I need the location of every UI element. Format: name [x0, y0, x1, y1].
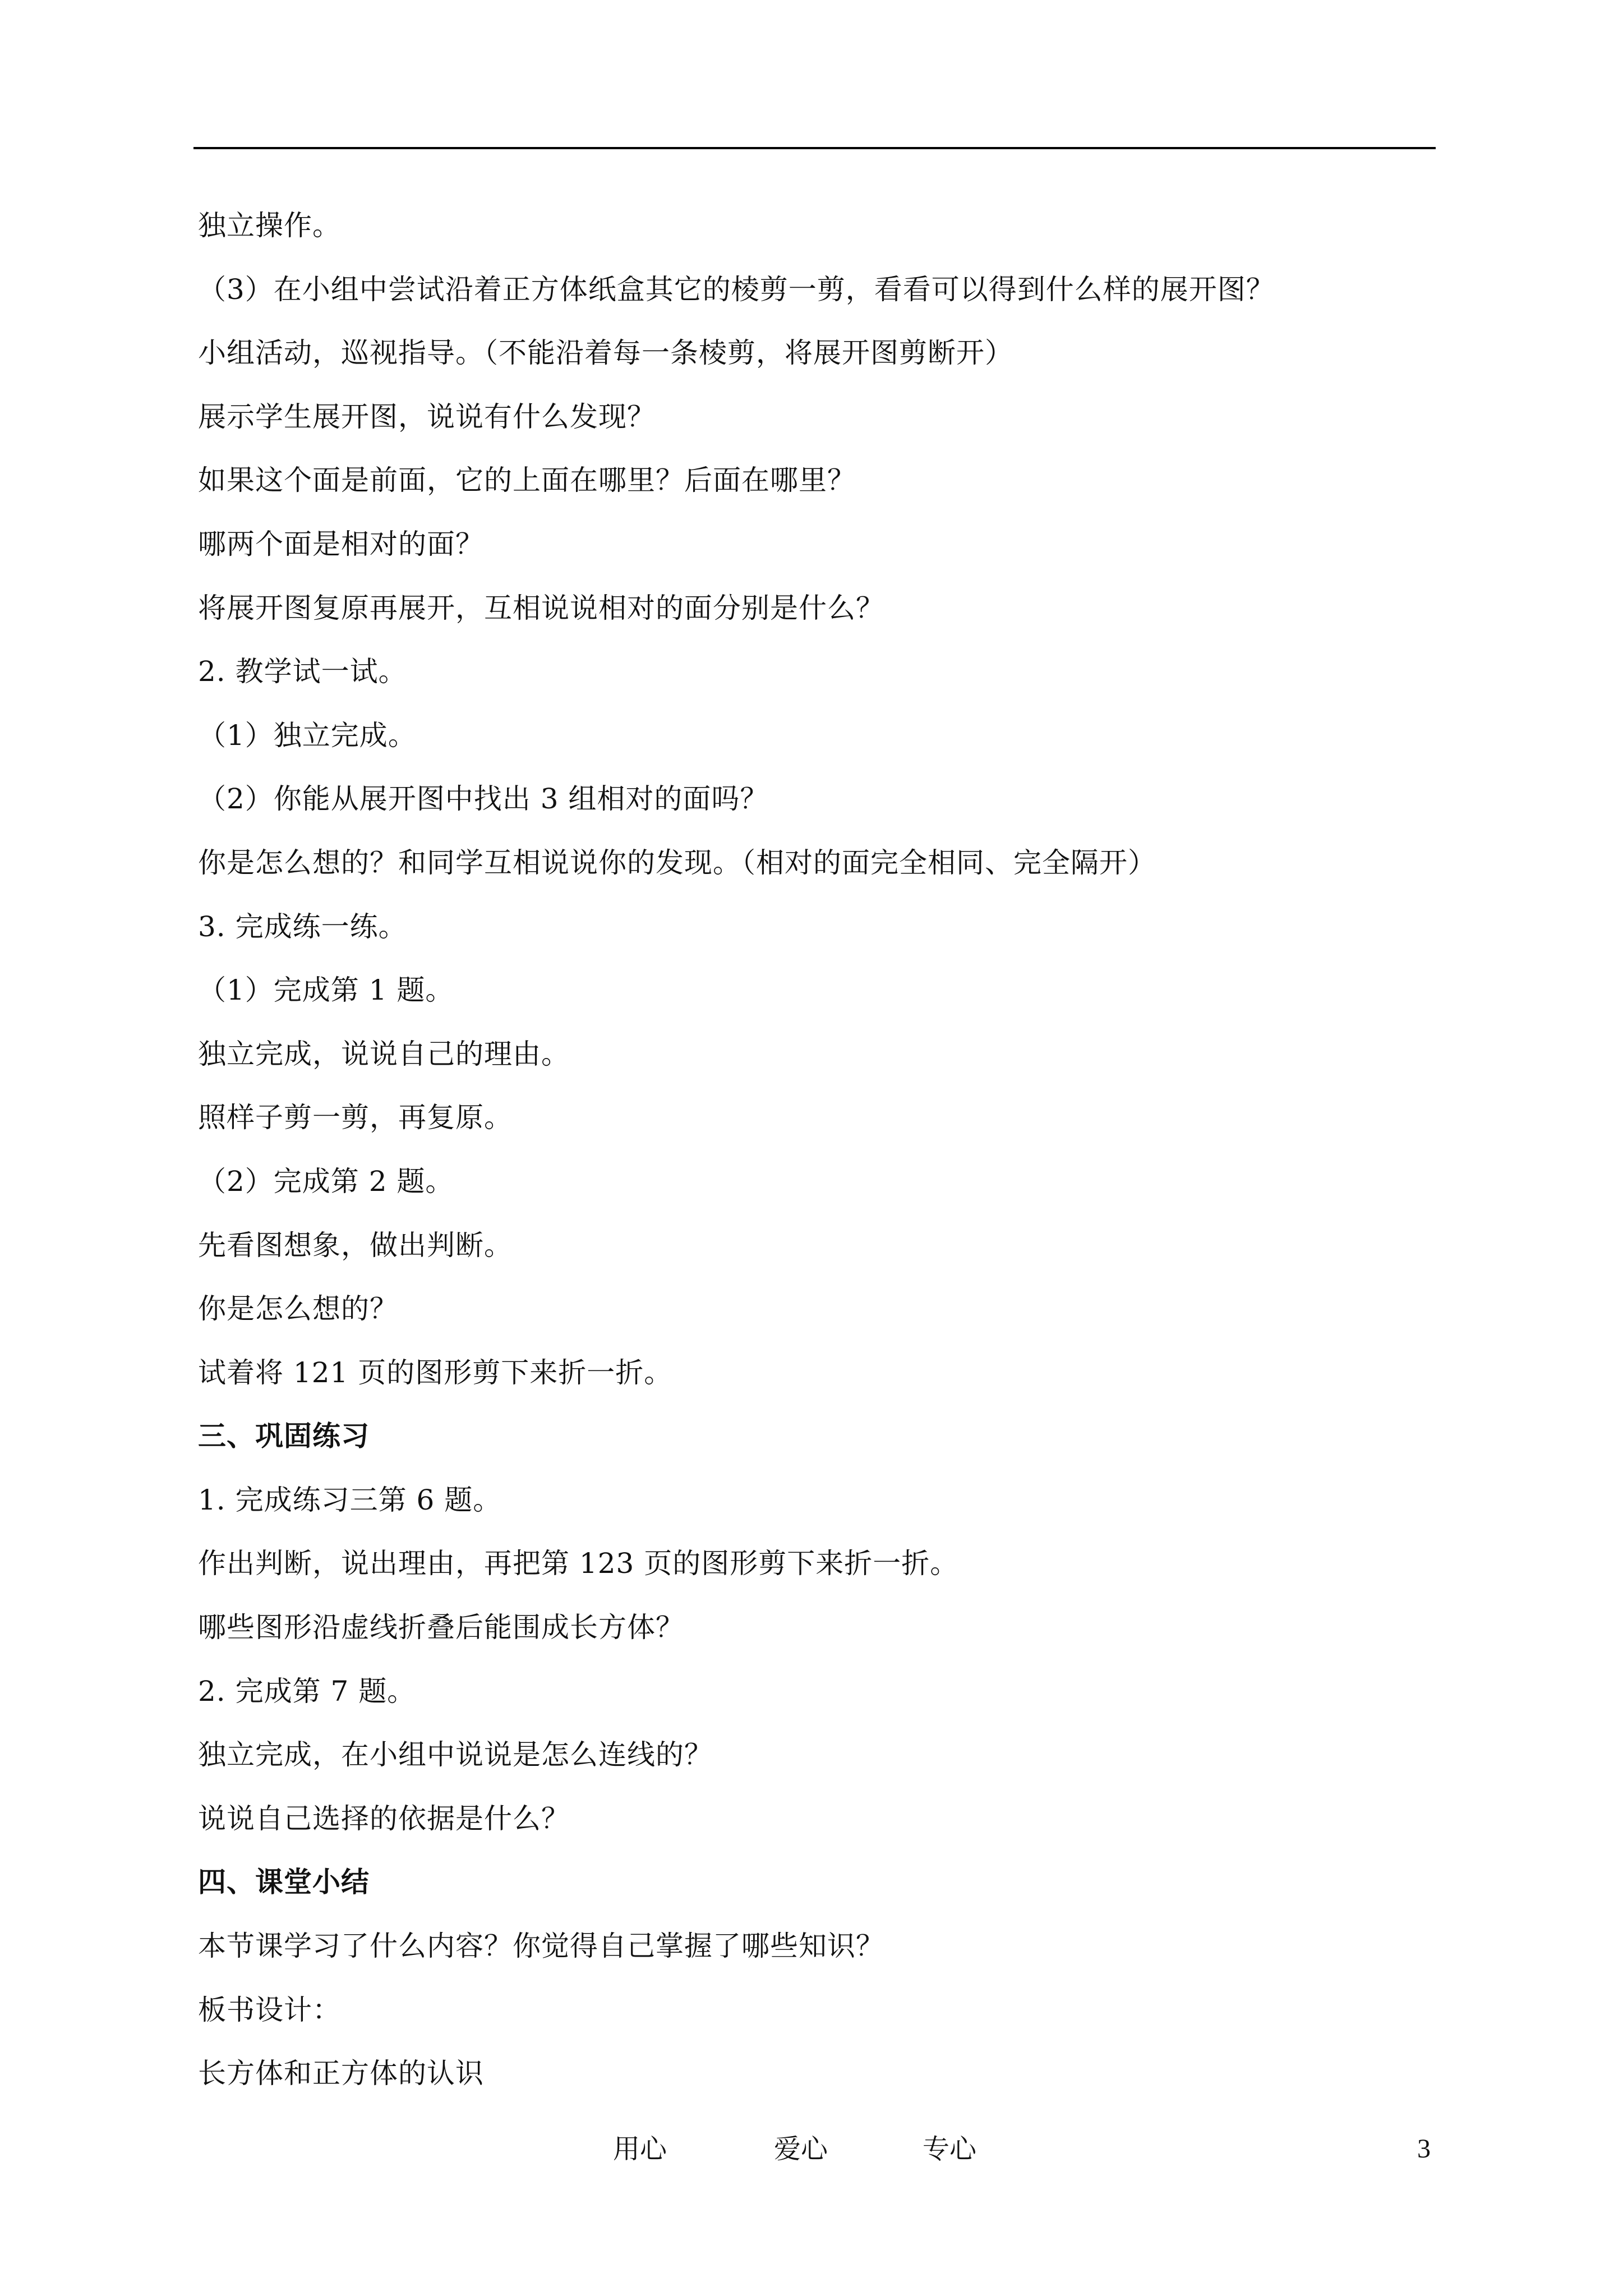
- footer-motto-1: 用心: [613, 2133, 667, 2165]
- text-line: 哪两个面是相对的面？: [198, 527, 484, 560]
- text-line: （2）你能从展开图中找出 3 组相对的面吗？: [198, 783, 769, 816]
- text-line: 2. 教学试一试。: [198, 655, 407, 688]
- page-footer: [0, 2129, 1623, 2169]
- text-line: 先看图想象，做出判断。: [198, 1228, 513, 1262]
- text-line: 你是怎么想的？和同学互相说说你的发现。（相对的面完全相同、完全隔开）: [198, 846, 1156, 879]
- text-line: 将展开图复原再展开，互相说说相对的面分别是什么？: [198, 591, 884, 624]
- text-line: 本节课学习了什么内容？你觉得自己掌握了哪些知识？: [198, 1930, 884, 1963]
- text-line: （2）完成第 2 题。: [198, 1165, 454, 1198]
- text-line: （1）完成第 1 题。: [198, 974, 454, 1007]
- text-line: 独立完成，在小组中说说是怎么连线的？: [198, 1738, 713, 1772]
- text-line: 独立完成，说说自己的理由。: [198, 1037, 570, 1070]
- text-line: 展示学生展开图，说说有什么发现？: [198, 400, 656, 433]
- text-line: （1）独立完成。: [198, 719, 417, 752]
- text-line: 如果这个面是前面，它的上面在哪里？后面在哪里？: [198, 464, 856, 497]
- text-line: 说说自己选择的依据是什么？: [198, 1802, 570, 1835]
- section-heading: 四、课堂小结: [198, 1865, 370, 1899]
- text-line: 哪些图形沿虚线折叠后能围成长方体？: [198, 1611, 684, 1644]
- text-line: 2. 完成第 7 题。: [198, 1674, 416, 1708]
- text-line: 照样子剪一剪，再复原。: [198, 1101, 513, 1134]
- text-line: 长方体和正方体的认识: [198, 2057, 484, 2090]
- text-line: 你是怎么想的？: [198, 1292, 398, 1326]
- page-number: 3: [1417, 2134, 1431, 2164]
- section-heading: 三、巩固练习: [198, 1419, 370, 1453]
- text-line: （3）在小组中尝试沿着正方体纸盒其它的棱剪一剪，看看可以得到什么样的展开图？: [198, 273, 1275, 306]
- text-line: 3. 完成练一练。: [198, 910, 407, 943]
- text-line: 1. 完成练习三第 6 题。: [198, 1483, 502, 1516]
- text-line: 独立操作。: [198, 209, 341, 242]
- text-line: 试着将 121 页的图形剪下来折一折。: [198, 1356, 673, 1389]
- text-line: 作出判断，说出理由，再把第 123 页的图形剪下来折一折。: [198, 1547, 959, 1580]
- document-body: [198, 209, 1432, 2120]
- text-line: 板书设计：: [198, 1993, 341, 2026]
- header-rule: [193, 147, 1436, 149]
- footer-motto-3: 专心: [923, 2133, 977, 2165]
- footer-motto-2: 爱心: [774, 2133, 828, 2165]
- text-line: 小组活动，巡视指导。（不能沿着每一条棱剪，将展开图剪断开）: [198, 337, 1013, 370]
